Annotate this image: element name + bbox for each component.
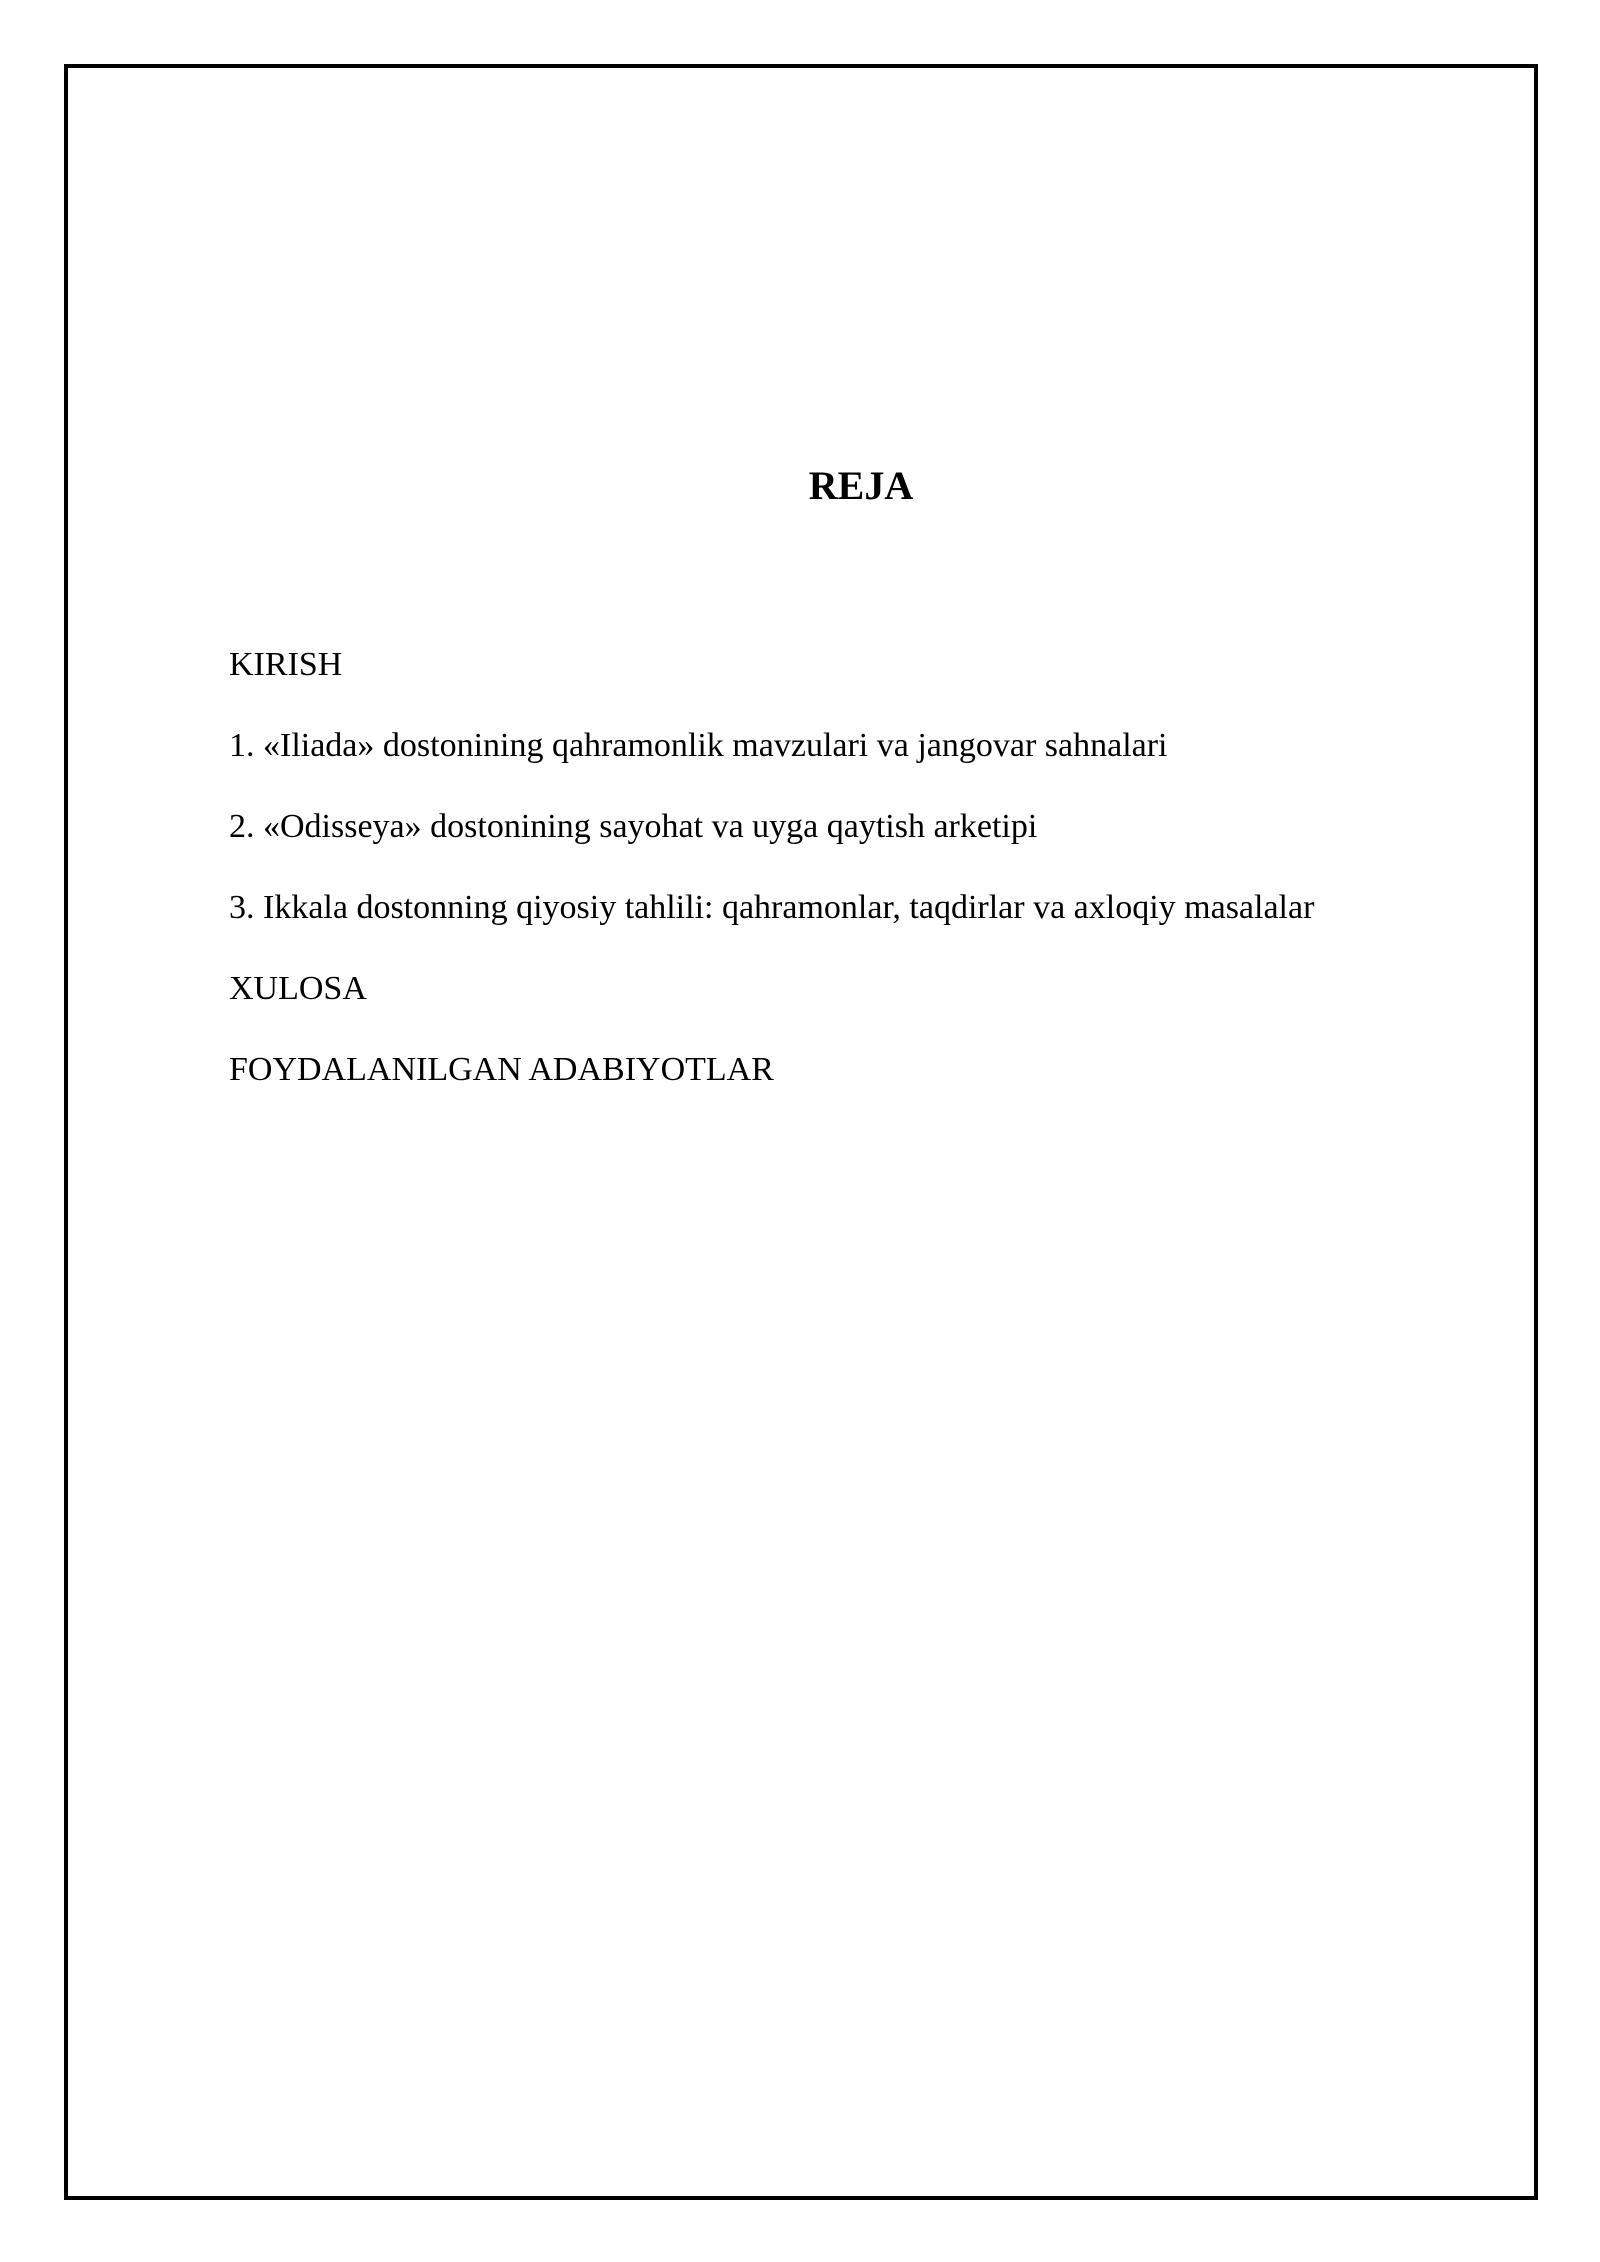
toc-item-chapter-1: 1. «Iliada» dostonining qahramonlik mavzulari va jangovar sahnalari bbox=[229, 727, 1168, 764]
toc-item-chapter-3: 3. Ikkala dostonning qiyosiy tahlili: qahramonlar, taqdirlar va axloqiy masalalar bbox=[229, 889, 1315, 926]
table-of-contents bbox=[229, 642, 1509, 1128]
page-title: REJA bbox=[808, 463, 914, 508]
toc-item-references: FOYDALANILGAN ADABIYOTLAR bbox=[229, 1051, 774, 1088]
toc-item-conclusion: XULOSA bbox=[229, 970, 367, 1007]
toc-item-chapter-2: 2. «Odisseya» dostonining sayohat va uyga qaytish arketipi bbox=[229, 808, 1038, 845]
toc-item-introduction: KIRISH bbox=[229, 646, 343, 683]
page-border bbox=[64, 64, 1538, 2200]
